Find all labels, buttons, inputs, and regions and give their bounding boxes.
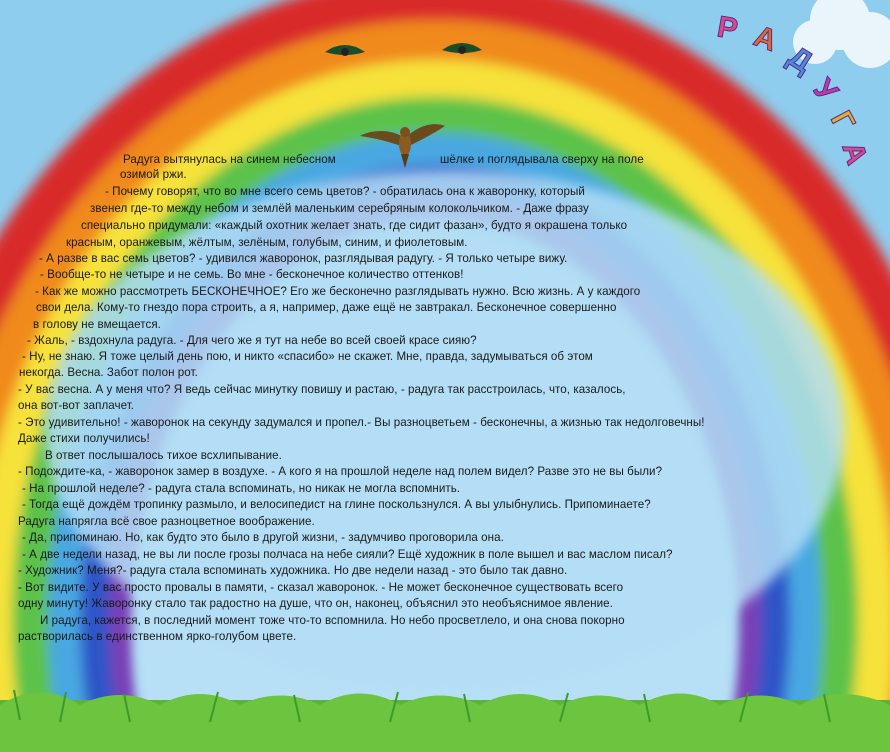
- story-line: Радуга вытянулась на синем небесном: [123, 153, 336, 166]
- story-line: - Художник? Меня?- радуга стала вспоминать художника. Но две недели назад - это было так давно.: [18, 564, 568, 577]
- story-line: звенел где-то между небом и землёй маленьким серебряным колокольчиком. - Даже фразу: [90, 202, 589, 215]
- svg-text:Р: Р: [714, 10, 741, 47]
- svg-text:А: А: [835, 137, 874, 169]
- story-line: шёлке и поглядывала сверху на поле: [440, 153, 644, 166]
- story-line: - Это удивительно! - жаворонок на секунду задумался и пропел.- Вы разноцветьем - бесконечны, а жизнью так недолговечны!: [18, 416, 705, 429]
- svg-text:Г: Г: [823, 105, 861, 137]
- story-line: - Жаль, - вздохнула радуга. - Для чего же я тут на небе во всей своей красе сияю?: [27, 334, 477, 347]
- svg-text:Д: Д: [782, 39, 818, 80]
- story-line: - У вас весна. А у меня что? Я ведь сейчас минутку повишу и растаю, - радуга так расстроилась, что, казалось,: [18, 383, 626, 396]
- story-line: одну минуту! Жаворонку стало так радостно на душе, что он, наконец, объяснил это необъяснимое явление.: [18, 597, 613, 610]
- story-line: - Ну, не знаю. Я тоже целый день пою, и никто «спасибо» не скажет. Мне, правда, задумываться об этом: [22, 350, 593, 363]
- story-line: - Да, припоминаю. Но, как будто это было в другой жизни, - задумчиво проговорила она.: [22, 531, 504, 544]
- story-line: озимой ржи.: [120, 168, 187, 181]
- story-line: - Как же можно рассмотреть БЕСКОНЕЧНОЕ? Его же бесконечно разглядывать нужно. Всю жизнь. А у каждого: [35, 285, 641, 298]
- story-line: - Подождите-ка, - жаворонок замер в воздухе. - А кого я на прошлой неделе над полем видел? Разве это не вы были?: [18, 465, 663, 478]
- story-line: Радуга напрягла всё свое разноцветное воображение.: [18, 515, 315, 528]
- svg-text:А: А: [749, 19, 782, 58]
- story-line: - На прошлой неделе? - радуга стала вспоминать, но никак не могла вспомнить.: [22, 482, 461, 495]
- story-line: В ответ послышалось тихое всхлипывание.: [45, 449, 282, 462]
- story-line: - Тогда ещё дождём тропинку размыло, и велосипедист на глине поскользнулся. А вы улыбнулись. Припоминаете?: [22, 498, 651, 511]
- svg-text:У: У: [806, 72, 844, 109]
- story-line: - А разве в вас семь цветов? - удивился жаворонок, разглядывая радугу. - Я только четыре вижу.: [39, 252, 568, 265]
- story-line: - Почему говорят, что во мне всего семь цветов? - обратилась она к жаворонку, который: [105, 185, 585, 198]
- story-line: И радуга, кажется, в последний момент тоже что-то вспомнила. Но небо просветлело, и она снова покорно: [40, 614, 625, 627]
- story-line: она вот-вот заплачет.: [18, 399, 135, 412]
- story-line: растворилась в единственном ярко-голубом цвете.: [18, 630, 297, 643]
- story-line: - Вообще-то не четыре и не семь. Во мне - бесконечное количество оттенков!: [40, 268, 464, 281]
- story-line: в голову не вмещается.: [33, 318, 161, 331]
- story-line: - Вот видите. У вас просто провалы в памяти, - сказал жаворонок. - Не может бесконечное существовать всего: [18, 581, 624, 594]
- story-line: некогда. Весна. Забот полон рот.: [19, 366, 198, 379]
- story-line: специально придумали: «каждый охотник желает знать, где сидит фазан», будто я окрашена только: [81, 219, 628, 232]
- story-line: красным, оранжевым, жёлтым, зелёным, голубым, синим, и фиолетовым.: [66, 236, 468, 249]
- story-line: свои дела. Кому-то гнездо пора строить, а я, например, даже ещё не завтракал. Бесконечное совершенно: [36, 301, 617, 314]
- story-line: Даже стихи получились!: [18, 432, 150, 445]
- story-line: - А две недели назад, не вы ли после грозы полчаса на небе сияли? Ещё художник в поле вышел и вас маслом писал?: [22, 548, 673, 561]
